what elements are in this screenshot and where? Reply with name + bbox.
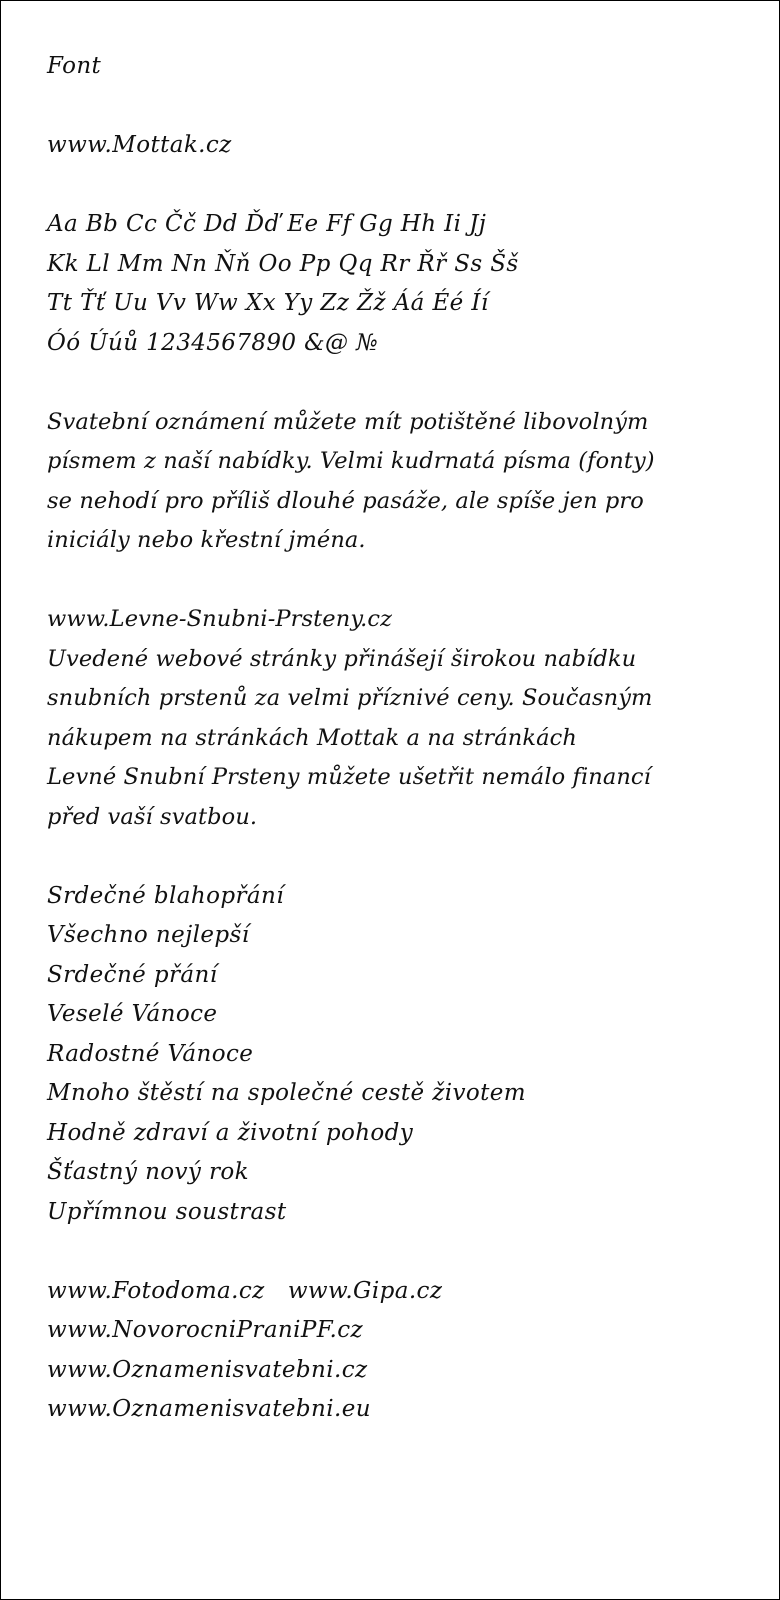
alphabet-line: Tt Ťť Uu Vv Ww Xx Yy Zz Žž Áá Éé Íí <box>47 290 489 316</box>
alphabet-line: Aa Bb Cc Čč Dd Ďď Ee Ff Gg Hh Ii Jj <box>47 211 487 237</box>
greeting-item: Radostné Vánoce <box>47 1040 254 1067</box>
links-list <box>47 1272 771 1430</box>
site-url: www.Mottak.cz <box>47 132 232 158</box>
spacer <box>47 363 771 403</box>
alphabet-sample <box>47 205 771 363</box>
link-line: www.NovorocniPraniPF.cz <box>47 1317 364 1343</box>
link-line: www.Oznamenisvatebni.eu <box>47 1396 371 1422</box>
font-title: Font <box>47 53 102 79</box>
spacer <box>47 166 771 206</box>
rings-paragraph <box>47 600 771 837</box>
greeting-item: Šťastný nový rok <box>47 1159 250 1185</box>
greeting-item: Mnoho štěstí na společné cestě životem <box>47 1080 526 1106</box>
greeting-item: Srdečné blahopřání <box>47 882 284 909</box>
paragraph-line: Uvedené webové stránky přinášejí širokou nabídku <box>47 645 637 672</box>
paragraph-line: písmem z naší nabídky. Velmi kudrnatá písma (fonty) <box>47 448 655 474</box>
paragraph-line: iniciály nebo křestní jména. <box>47 527 366 553</box>
paragraph-line: nákupem na stránkách Mottak a na stránkách <box>47 724 577 751</box>
alphabet-line: Óó Úúů 1234567890 &@ № <box>47 329 379 356</box>
greeting-item: Veselé Vánoce <box>47 1001 218 1027</box>
paragraph-line: snubních prstenů za velmi příznivé ceny. Současným <box>47 685 653 711</box>
link-line: www.Oznamenisvatebni.cz <box>47 1356 368 1383</box>
paragraph-line: Levné Snubní Prsteny můžete ušetřit nemálo financí <box>47 764 651 790</box>
spacer <box>47 561 771 601</box>
greeting-item: Všechno nejlepší <box>47 922 250 948</box>
spacer <box>47 837 771 877</box>
greeting-item: Srdečné přání <box>47 961 218 988</box>
paragraph-line: www.Levne-Snubni-Prsteny.cz <box>47 606 393 632</box>
link-line: www.Fotodoma.cz www.Gipa.cz <box>47 1277 443 1304</box>
paragraph-line: Svatební oznámení můžete mít potištěné libovolným <box>47 408 649 435</box>
alphabet-line: Kk Ll Mm Nn Ňň Oo Pp Qq Rr Řř Ss Šš <box>47 250 519 277</box>
greeting-item: Upřímnou soustrast <box>47 1198 287 1225</box>
greetings-list <box>47 877 771 1233</box>
paragraph-line: před vaší svatbou. <box>47 803 258 830</box>
greeting-item: Hodně zdraví a životní pohody <box>47 1119 414 1146</box>
intro-paragraph <box>47 403 771 561</box>
spacer <box>47 87 771 127</box>
paragraph-line: se nehodí pro příliš dlouhé pasáže, ale spíše jen pro <box>47 487 644 514</box>
spacer <box>47 1232 771 1272</box>
